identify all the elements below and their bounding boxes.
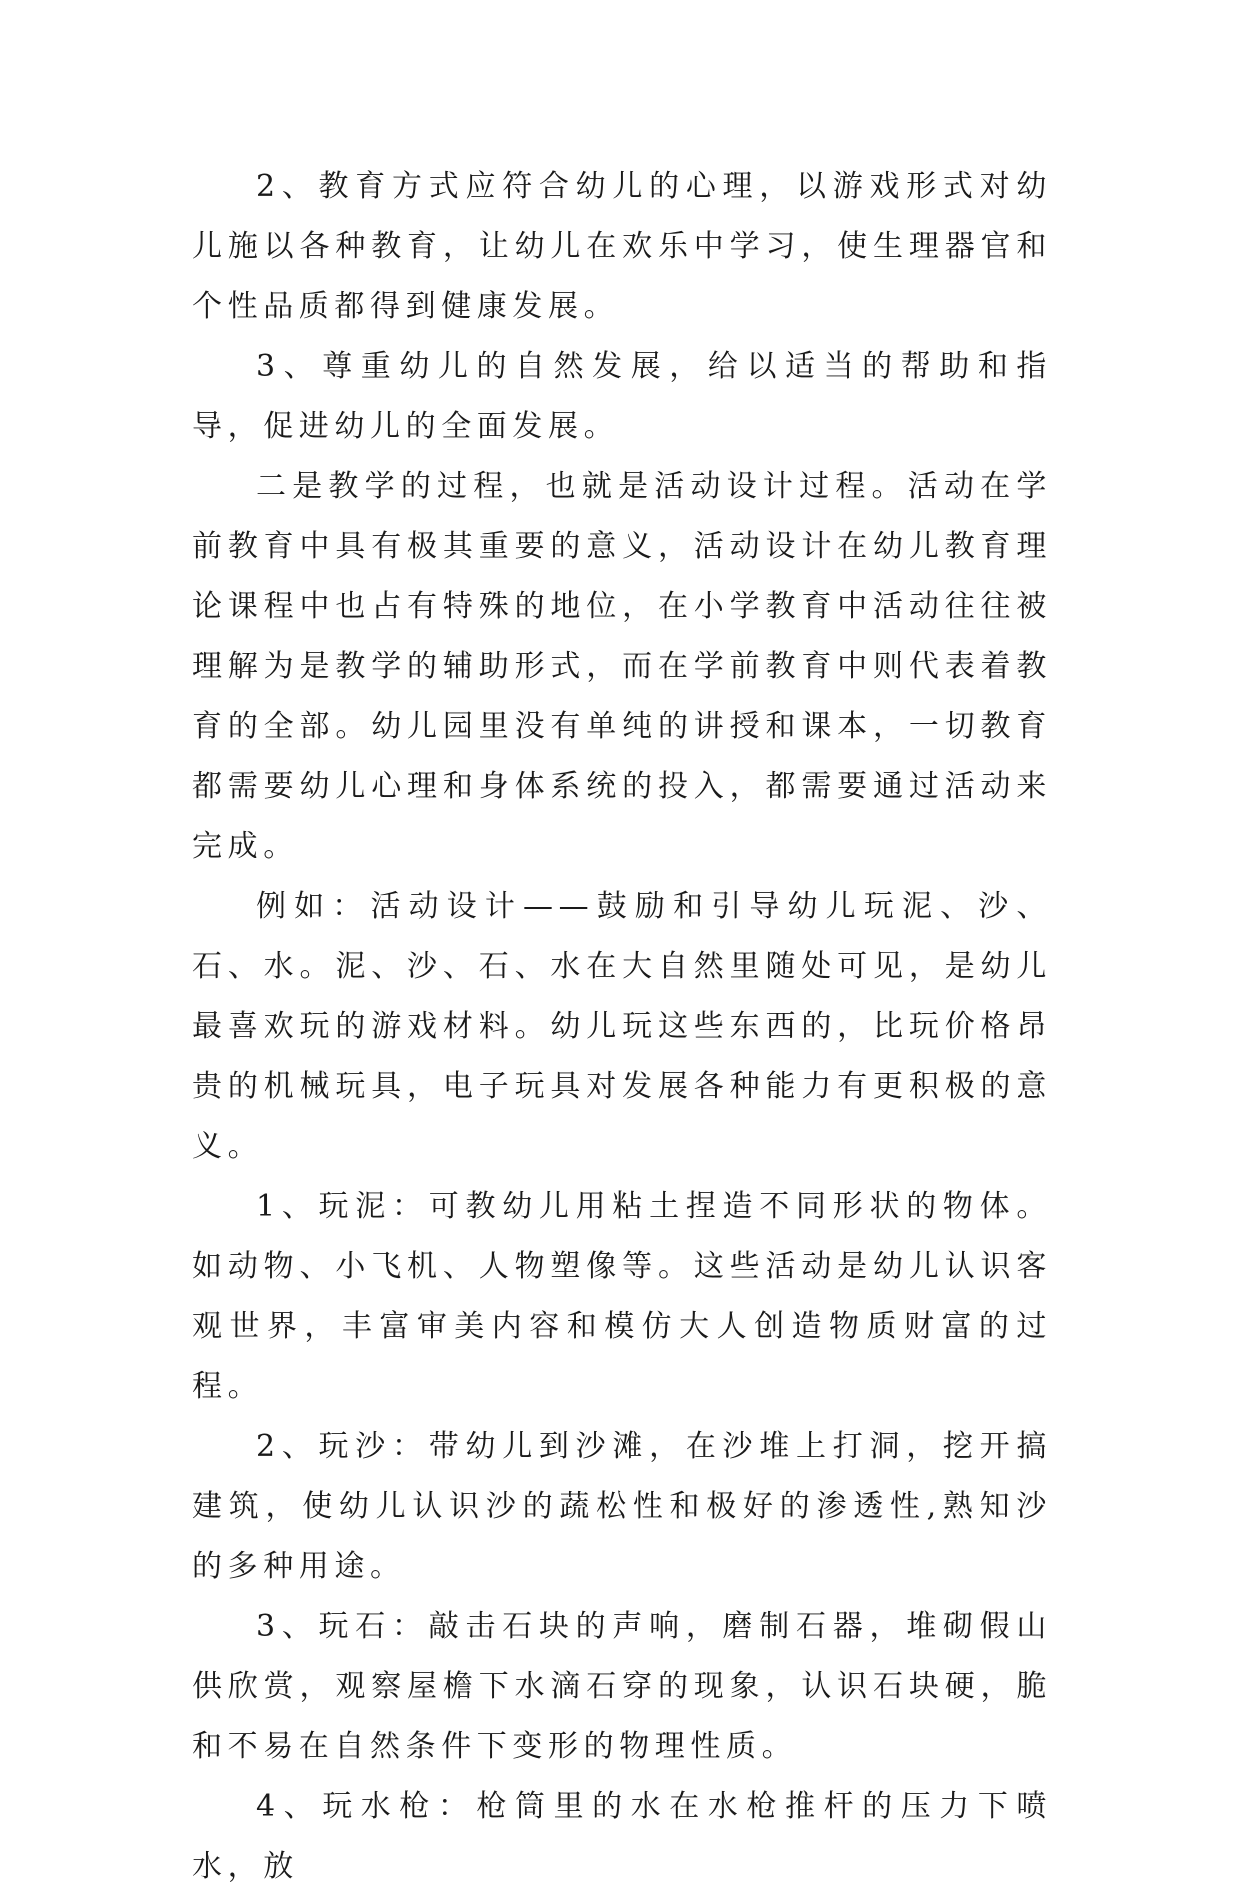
paragraph-play-sand: 2、玩沙：带幼儿到沙滩，在沙堆上打洞，挖开搞建筑，使幼儿认识沙的蔬松性和极好的渗透性,熟知沙的多种用途。 [192,1429,1052,1584]
paragraph-point-2-education-method: 2、教育方式应符合幼儿的心理，以游戏形式对幼儿施以各种教育，让幼儿在欢乐中学习，使生理器官和个性品质都得到健康发展。 [192,169,1052,324]
paragraph-play-water-gun: 4、玩水枪：枪筒里的水在水枪推杆的压力下喷水，放 [192,1789,1052,1884]
paragraph-example-activity-design: 例如：活动设计——鼓励和引导幼儿玩泥、沙、石、水。泥、沙、石、水在大自然里随处可见，是幼儿最喜欢玩的游戏材料。幼儿玩这些东西的，比玩价格昂贵的机械玩具，电子玩具对发展各种能力有更积极的意义。 [192,889,1052,1164]
paragraph-teaching-process: 二是教学的过程，也就是活动设计过程。活动在学前教育中具有极其重要的意义，活动设计在幼儿教育理论课程中也占有特殊的地位，在小学教育中活动往往被理解为是教学的辅助形式，而在学前教育中则代表着教育的全部。幼儿园里没有单纯的讲授和课本，一切教育都需要幼儿心理和身体系统的投入，都需要通过活动来完成。 [192,469,1052,864]
paragraph-play-stone: 3、玩石：敲击石块的声响，磨制石器，堆砌假山供欣赏，观察屋檐下水滴石穿的现象，认识石块硬，脆和不易在自然条件下变形的物理性质。 [192,1609,1052,1764]
paragraph-point-3-natural-development: 3、尊重幼儿的自然发展，给以适当的帮助和指导，促进幼儿的全面发展。 [192,349,1052,444]
document-body [192,157,1052,1897]
paragraph-play-mud: 1、玩泥：可教幼儿用粘土捏造不同形状的物体。如动物、小飞机、人物塑像等。这些活动是幼儿认识客观世界，丰富审美内容和模仿大人创造物质财富的过程。 [192,1189,1052,1404]
